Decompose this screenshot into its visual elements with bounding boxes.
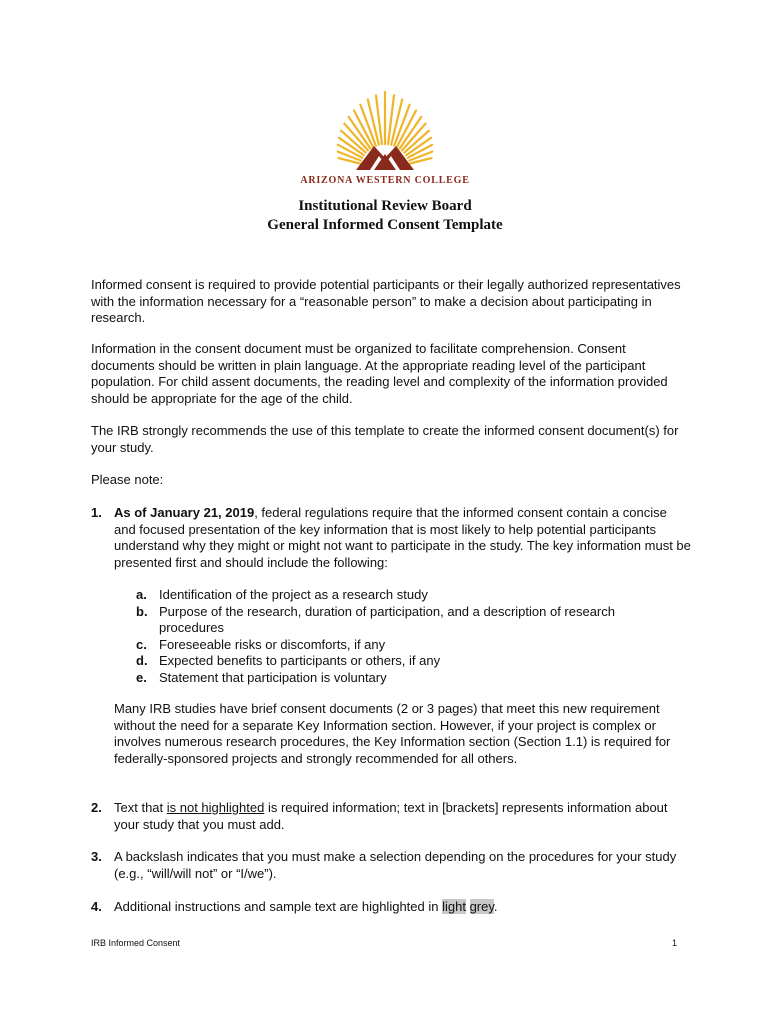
text-post: is required information; text in [brackets] represents information about your study that you must add. — [114, 800, 668, 832]
list-number: 4. — [91, 899, 102, 914]
key-information-list — [136, 587, 656, 686]
list-item-text — [114, 800, 691, 833]
sub-text: Statement that participation is voluntary — [159, 669, 387, 685]
page-number: 1 — [672, 938, 678, 948]
title-line-2: General Informed Consent Template — [267, 217, 503, 233]
title-line-1: Institutional Review Board — [298, 198, 472, 214]
list-item-text: A backslash indicates that you must make a selection depending on the procedures for your study (e.g., “will/will not” or “I/we”). — [114, 849, 677, 881]
sub-letter: e. — [136, 669, 147, 685]
sub-text: Expected benefits to participants or others, if any — [159, 653, 441, 668]
list-number: 2. — [91, 800, 102, 815]
paragraph-recommendation: The IRB strongly recommends the use of this template to create the informed consent document(s) for your study. — [91, 423, 679, 455]
paragraph-brief-consent: Many IRB studies have brief consent documents (2 or 3 pages) that meet this new requirement without the need for a separate Key Information section. However, if your project is complex or involves numerous research procedures, the Key Information section (Section 1.1) is required for federally-sponsored projects and strongly recommended for all others. — [114, 701, 671, 766]
paragraph-informed-consent: Informed consent is required to provide potential participants or their legally authorized representatives with the information necessary for a “reasonable person” to make a decision about participating in research. — [91, 277, 681, 325]
list-item-text — [114, 899, 691, 916]
sub-letter: a. — [136, 587, 147, 602]
college-name: ARIZONA WESTERN COLLEGE — [300, 175, 470, 186]
text-pre: Additional instructions and sample text are highlighted in — [114, 899, 443, 914]
footer-title: IRB Informed Consent — [91, 938, 181, 948]
list-number: 1. — [91, 505, 102, 520]
sub-letter: c. — [136, 636, 147, 652]
sub-letter: d. — [136, 653, 148, 668]
date-emphasis: As of January 21, 2019 — [114, 505, 255, 520]
sunburst-logo-icon — [290, 88, 480, 172]
text-pre: Text that — [114, 800, 167, 815]
sub-item-e — [136, 670, 656, 687]
text-post: . — [493, 899, 498, 914]
paragraph-organization: Information in the consent document must be organized to facilitate comprehension. Consent documents should be written in plain language. At the appropriate reading level of the participant population. For child assent documents, the reading level and complexity of the information provided should be appropriate for the age of the child. — [91, 341, 668, 406]
document-title — [0, 197, 770, 235]
sub-item-a — [136, 587, 656, 604]
list-item-4 — [91, 899, 691, 916]
paragraph-please-note: Please note: — [91, 472, 164, 487]
list-item-2 — [91, 800, 691, 833]
sub-letter: b. — [136, 603, 148, 619]
highlighted-text-grey: grey — [469, 899, 494, 914]
list-item-1 — [91, 505, 691, 571]
college-logo — [290, 88, 480, 192]
list-number: 3. — [91, 849, 102, 864]
sub-text: Identification of the project as a research study — [159, 587, 428, 602]
sub-text: Purpose of the research, duration of participation, and a description of research procedures — [159, 603, 615, 635]
sub-item-b — [136, 604, 656, 637]
underlined-text: is not highlighted — [166, 800, 265, 815]
list-item-text — [114, 505, 691, 571]
sub-item-d — [136, 653, 656, 670]
highlighted-text-light: light — [442, 899, 466, 914]
list-item-rest: , federal regulations require that the informed consent contain a concise and focused presentation of the key information that is most likely to help potential participants understand why they might or might not want to participate in the study. The key information must be presented first and should include the following: — [114, 505, 691, 570]
sub-item-c — [136, 637, 656, 654]
list-item-3 — [91, 849, 691, 882]
sub-text: Foreseeable risks or discomforts, if any — [159, 636, 386, 652]
